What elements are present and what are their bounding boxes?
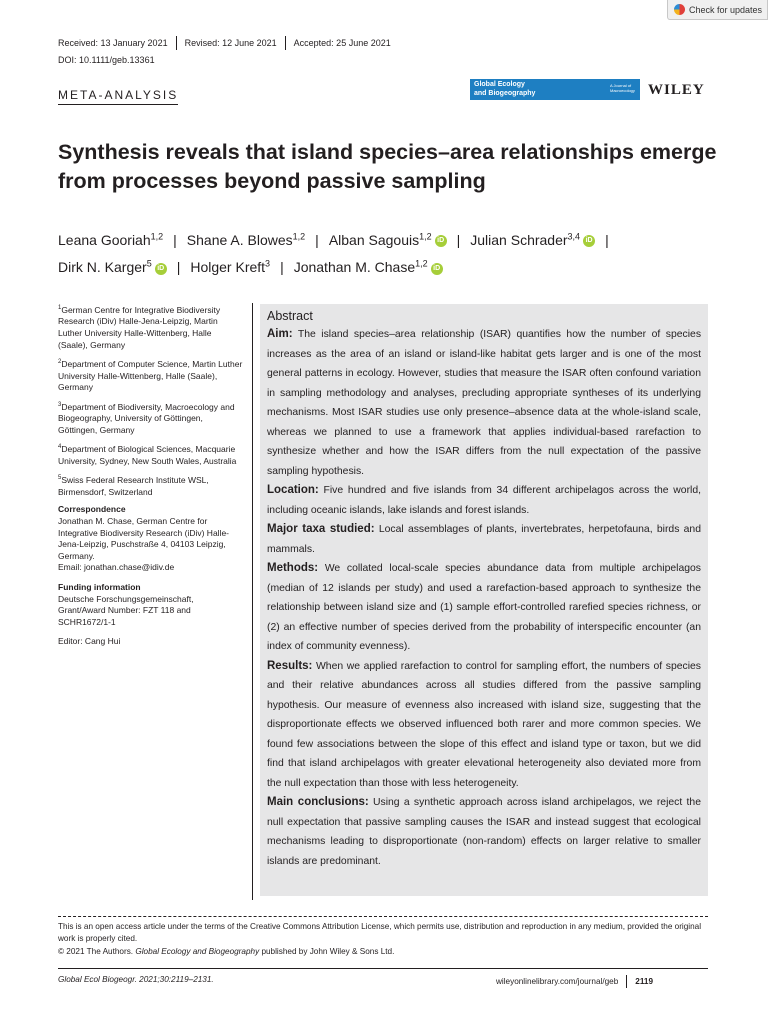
- affiliation-number: 5: [58, 475, 62, 482]
- footer-rule: [58, 968, 708, 969]
- author-divider: |: [173, 231, 177, 248]
- author-affiliation-sup: 1,2: [292, 231, 306, 241]
- journal-logo-line2: and Biogeography: [474, 90, 536, 97]
- article-dates: [58, 36, 391, 50]
- abstract-box: [260, 304, 708, 896]
- abstract-section: [267, 657, 701, 794]
- abstract-section-text: Five hundred and five islands from 34 different archipelagos across the world, including oceanic islands, lake islands and forest islands.: [267, 485, 702, 516]
- author-divider: |: [176, 259, 181, 276]
- received-date: Received: 13 January 2021: [58, 38, 168, 48]
- orcid-icon[interactable]: iD: [435, 235, 447, 247]
- abstract-section-label: Major taxa studied:: [267, 523, 375, 535]
- correspondence-heading: Correspondence: [58, 504, 126, 515]
- correspondence-block: [58, 504, 243, 574]
- author-divider: |: [456, 231, 461, 248]
- author-affiliation-sup: 1,2: [150, 231, 164, 241]
- abstract-section-text: Using a synthetic approach across island archipelagos, we reject the null expectation that passive sampling causes the ISAR and instead suggest that ecological mechanisms leading to disproportionate (non-random) effects on larger relative to smaller islands are predominant.: [267, 797, 701, 867]
- abstract-section-label: Results:: [267, 659, 313, 672]
- journal-url[interactable]: wileyonlinelibrary.com/journal/geb: [496, 977, 619, 986]
- author-name: Shane A. Blowes: [186, 231, 293, 248]
- affiliations: [58, 303, 243, 498]
- affiliation-number: 4: [58, 444, 62, 451]
- check-for-updates-label: Check for updates: [689, 4, 763, 15]
- footer-dashed-rule: [58, 916, 708, 917]
- affiliation: [58, 442, 243, 467]
- affiliation: [58, 357, 243, 394]
- affiliation-number: 2: [58, 359, 62, 366]
- affiliation-text: Department of Biological Sciences, Macquarie University, Sydney, New South Wales, Australia: [58, 444, 237, 466]
- article-info-column: [58, 303, 243, 656]
- article-type-underline: [58, 104, 178, 105]
- editor: Editor: Cang Hui: [58, 636, 121, 647]
- author-name: Dirk N. Karger: [58, 259, 147, 276]
- license-notice: [58, 921, 718, 958]
- check-for-updates-button[interactable]: [667, 0, 768, 20]
- author[interactable]: [58, 232, 163, 248]
- author-divider: |: [605, 231, 609, 248]
- author[interactable]: [470, 232, 595, 248]
- author-name: Leana Gooriah: [58, 231, 151, 248]
- orcid-icon[interactable]: iD: [583, 235, 595, 247]
- author-affiliation-sup: 1,2: [415, 258, 428, 269]
- publisher-logo[interactable]: WILEY: [648, 82, 705, 98]
- correspondence-email[interactable]: Email: jonathan.chase@idiv.de: [58, 562, 175, 573]
- column-divider: [252, 303, 253, 900]
- author-divider: |: [315, 231, 319, 248]
- affiliation-number: 3: [58, 401, 62, 408]
- abstract-section-text: We collated local-scale species abundance data from multiple archipelagos (median of 12 islands per study) and used a rarefaction-based approach to synthesize the relationship between island size and (1) sample effort-controlled rarefied species richness, or (2) an effective number of species derived from the probability of interspecific encounter (an index of community evenness).: [267, 563, 702, 652]
- page-number: 2119: [635, 977, 654, 986]
- author-list: [58, 224, 718, 279]
- affiliation-text: Department of Biodiversity, Macroecology and Biogeography, University of Göttingen, Göttingen, Germany: [58, 401, 235, 435]
- date-divider: [176, 36, 177, 50]
- crossmark-icon: [674, 4, 685, 15]
- doi[interactable]: DOI: 10.1111/geb.13361: [58, 55, 155, 65]
- author-affiliation-sup: 3,4: [567, 231, 581, 241]
- copyright-suffix: published by John Wiley & Sons Ltd.: [261, 946, 395, 956]
- affiliation-text: German Centre for Integrative Biodiversity Research (iDiv) Halle-Jena-Leipzig, Martin Luther University Halle-Wittenberg, Halle (Saale), Germany: [58, 304, 221, 350]
- funding-text: Deutsche Forschungsgemeinschaft, Grant/Award Number: FZT 118 and SCHR1672/1-1: [58, 593, 194, 627]
- funding-heading: Funding information: [58, 582, 141, 593]
- orcid-icon[interactable]: iD: [431, 263, 443, 275]
- author-affiliation-sup: 3: [265, 258, 271, 269]
- journal-url-block: [496, 975, 653, 988]
- author-name: Alban Sagouis: [328, 231, 420, 248]
- abstract-section-label: Location:: [267, 484, 319, 496]
- copyright-journal: Global Ecology and Biogeography: [135, 946, 260, 956]
- author-divider: |: [280, 259, 284, 276]
- abstract-section: [267, 325, 701, 481]
- article-title: Synthesis reveals that island species–area relationships emerge from processes beyond passive sampling: [58, 140, 717, 193]
- orcid-icon[interactable]: iD: [155, 263, 167, 275]
- abstract-section-label: Main conclusions:: [267, 796, 369, 808]
- license-text: This is an open access article under the terms of the Creative Commons Attribution License, which permits use, distribution and reproduction in any medium, provided the original work is properly cited.: [58, 922, 702, 944]
- affiliation: [58, 400, 243, 437]
- revised-date: Revised: 12 June 2021: [184, 38, 277, 48]
- author[interactable]: [329, 232, 447, 248]
- abstract-section: [267, 559, 701, 657]
- journal-logo[interactable]: [470, 79, 640, 100]
- copyright-prefix: © 2021 The Authors.: [58, 946, 134, 956]
- abstract-section: [267, 793, 701, 871]
- author-name: Julian Schrader: [470, 231, 568, 248]
- abstract-heading: Abstract: [267, 309, 313, 323]
- accepted-date: Accepted: 25 June 2021: [293, 38, 391, 48]
- author-name: Holger Kreft: [190, 259, 266, 276]
- copyright-line: [58, 946, 718, 958]
- author-name: Jonathan M. Chase: [293, 259, 416, 276]
- author-affiliation-sup: 1,2: [419, 231, 432, 241]
- funding-block: [58, 582, 243, 628]
- journal-logo-line1: Global Ecology: [474, 81, 525, 88]
- author[interactable]: [58, 259, 167, 275]
- author[interactable]: [190, 259, 270, 275]
- abstract-section-text: When we applied rarefaction to control for sampling effort, the numbers of species and their relative abundances across all studies differed from the passive sampling hypothesis. Our measure of evenness also increased with island size, suggesting that the disproportionate effects we observed influenced both rarer and more common species. We found few associations between the slope of this effect and island type or taxon, but we did find that island archipelagos with greater elevational heterogeneity also deviated more from the null expectation than those with less heterogeneity.: [267, 660, 701, 789]
- journal-citation: Global Ecol Biogeogr. 2021;30:2119–2131.: [58, 975, 214, 984]
- author[interactable]: [187, 232, 305, 248]
- author-affiliation-sup: 5: [146, 258, 152, 269]
- author[interactable]: [294, 259, 443, 275]
- correspondence-text: Jonathan M. Chase, German Centre for Integrative Biodiversity Research (iDiv) Halle-Jena-Leipzig, Puschstraße 4, 04103 Leipzig, Germany.: [58, 516, 230, 561]
- abstract-section-text: The island species–area relationship (ISAR) quantifies how the number of species increases as the area of an island or island-like habitat gets larger and is one of the most general patterns in ecology. However, studies that measure the ISAR often confound variation in sampling methodology and analyses, precluding appropriate syntheses of its underlying mechanisms. Most ISAR studies use only presence–absence data at the whole-island scale, whereas we planned to use a framework that applies individual-based rarefaction to synthesize whether and how the ISAR differs from the null expectation of the passive sampling hypothesis.: [267, 329, 702, 477]
- abstract-section: [267, 520, 701, 559]
- affiliation: [58, 303, 243, 351]
- affiliation-number: 1: [58, 305, 62, 311]
- affiliation: [58, 473, 243, 498]
- date-divider: [285, 36, 286, 50]
- abstract-section-label: Aim:: [267, 328, 293, 340]
- affiliation-text: Swiss Federal Research Institute WSL, Birmensdorf, Switzerland: [58, 475, 209, 497]
- abstract-section-label: Methods:: [267, 562, 319, 574]
- abstract-section-text: Local assemblages of plants, invertebrates, herpetofauna, birds and mammals.: [267, 524, 701, 555]
- abstract-sections: [267, 325, 701, 871]
- affiliation-text: Department of Computer Science, Martin Luther University Halle-Wittenberg, Halle (Saale), Germany: [58, 359, 243, 393]
- footer-divider: [626, 975, 627, 988]
- journal-logo-subtitle: A Journal of Macroecology: [610, 83, 635, 93]
- abstract-section: [267, 481, 701, 520]
- article-type: META-ANALYSIS: [58, 88, 179, 102]
